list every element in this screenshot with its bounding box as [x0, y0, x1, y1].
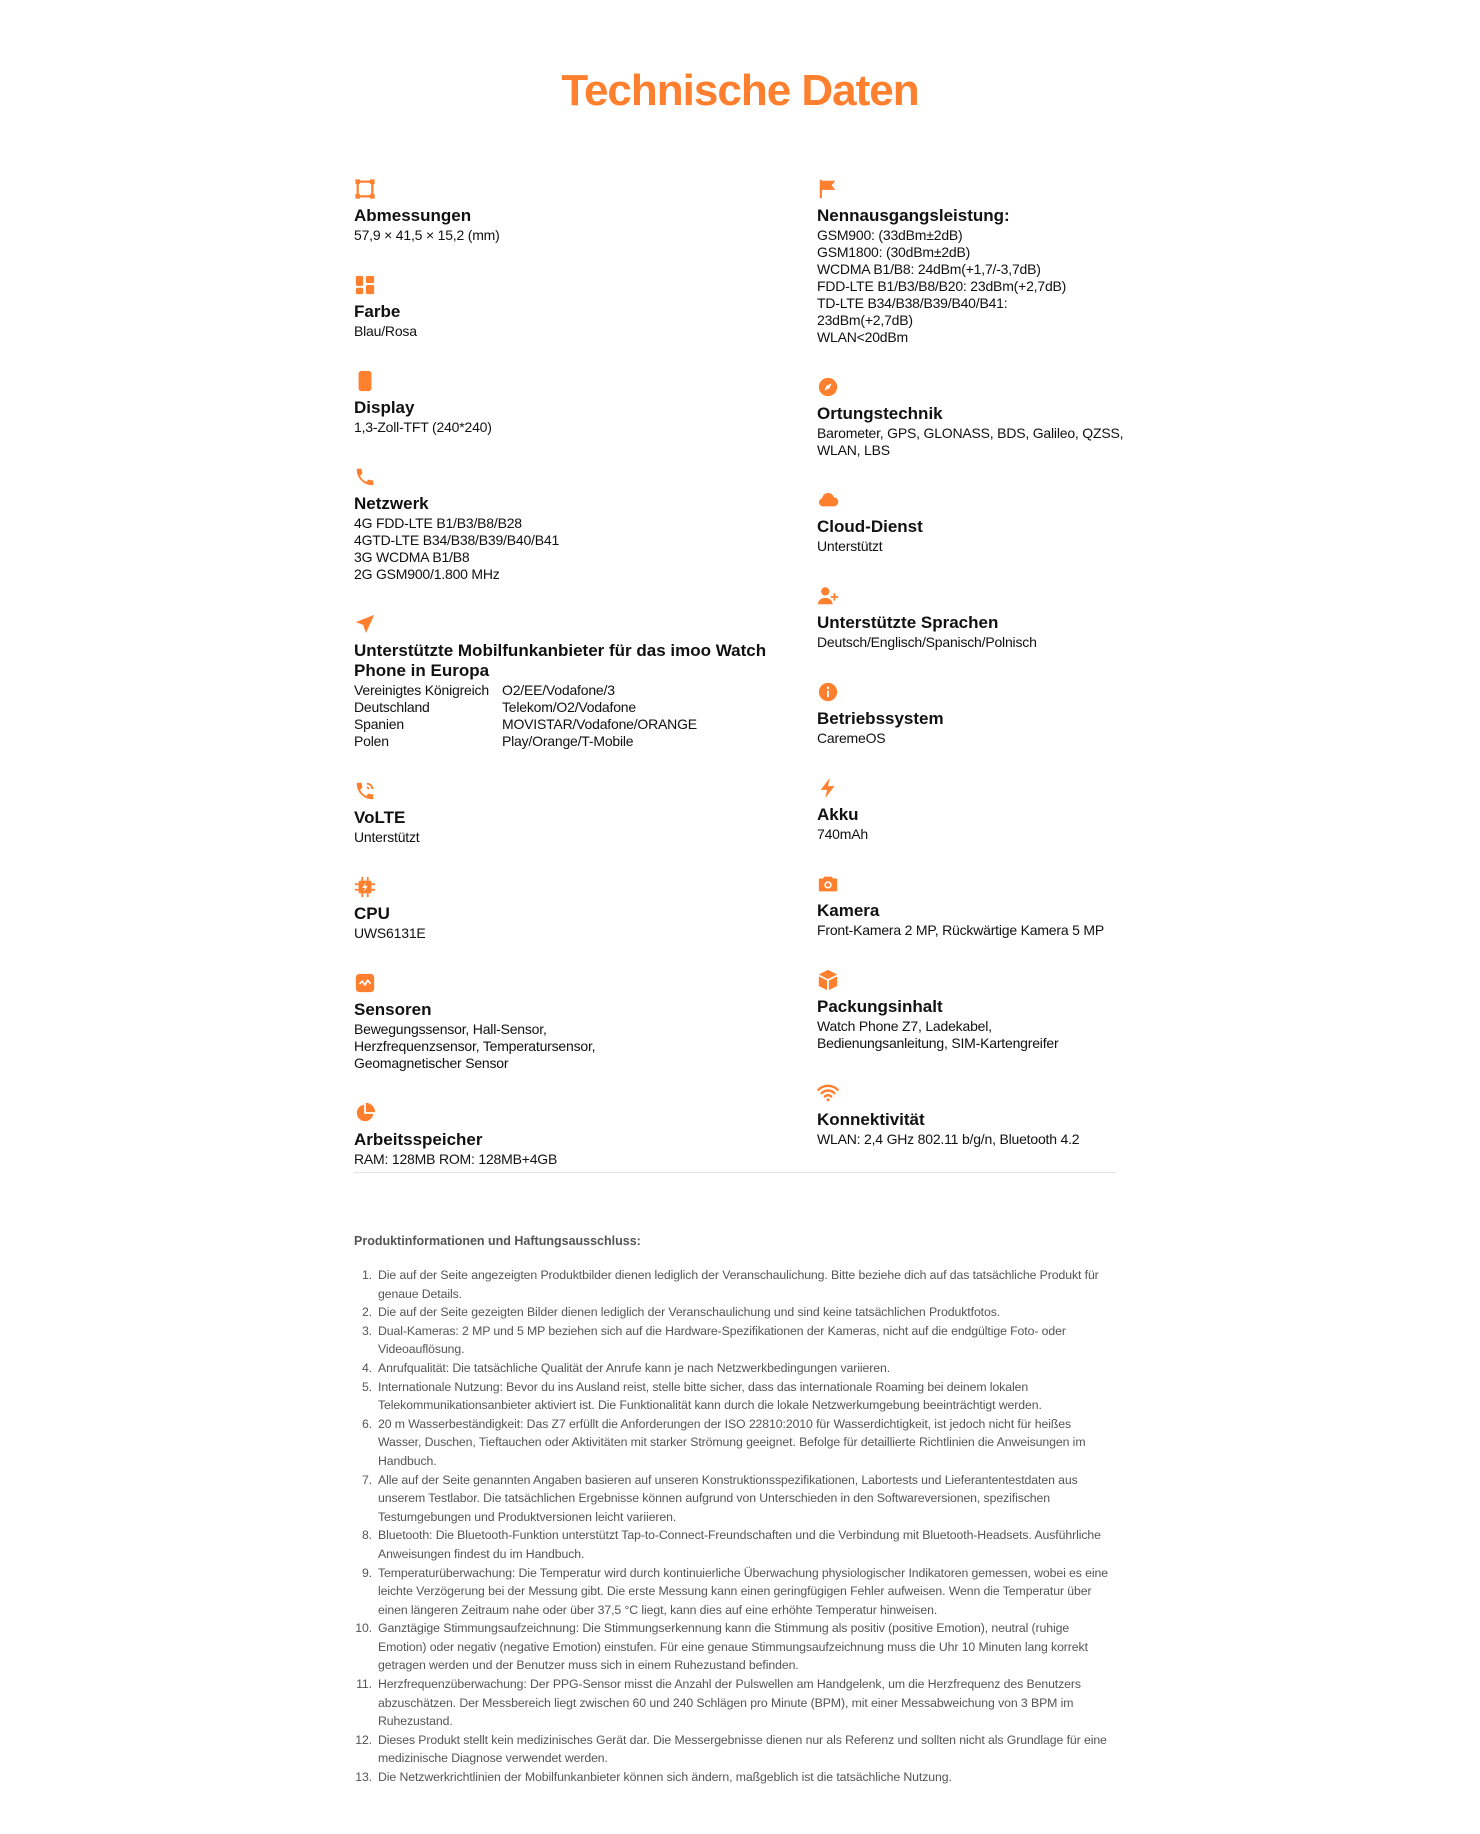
spec-phone [354, 466, 794, 583]
disclaimer-item [354, 1303, 1117, 1322]
carrier-row [354, 716, 697, 733]
spec-value: 740mAh [817, 826, 868, 842]
disclaimer-number: 5. [361, 1379, 372, 1394]
spec-value: CaremeOS [817, 730, 886, 746]
spec-title: Akku [817, 805, 859, 824]
carrier-providers: Telekom/O2/Vodafone [502, 699, 636, 715]
spec-title: Betriebssystem [817, 709, 944, 728]
spec-compass [817, 376, 1257, 459]
spec-lightning [817, 777, 1257, 843]
camera-icon [817, 873, 839, 895]
spec-display [354, 370, 794, 436]
disclaimer-number: 1. [361, 1268, 372, 1282]
spec-title: Unterstützte Mobilfunkanbieter für das imoo Watch Phone in Europa [354, 641, 767, 680]
disclaimer-item [354, 1564, 1117, 1620]
disclaimer-text: Alle auf der Seite genannten Angaben basieren auf unseren Konstruktionsspezifikationen, Labortests und Lieferantentestdaten aus unserem Testlabor. Die tatsächlichen Ergebnisse können aufgrund von Unterschieden in den Softwareversionen, spezifischen Testumgebungen und Produktversionen leicht variieren. [378, 1472, 1078, 1524]
disclaimer-section [354, 1234, 1117, 1787]
disclaimer-text: Bluetooth: Die Bluetooth-Funktion unterstützt Tap-to-Connect-Freundschaften und die Verbindung mit Bluetooth-Headsets. Ausführliche Anweisungen findest du im Handbuch. [378, 1528, 1101, 1561]
spec-value: Deutsch/Englisch/Spanisch/Polnisch [817, 634, 1037, 650]
spec-value: Blau/Rosa [354, 323, 417, 339]
disclaimer-number: 10. [355, 1621, 372, 1636]
disclaimer-text: Die Netzwerkrichtlinien der Mobilfunkanbieter können sich ändern, maßgeblich ist die tatsächliche Nutzung. [378, 1770, 952, 1785]
spec-title: Konnektivität [817, 1110, 925, 1129]
spec-value: UWS6131E [354, 925, 426, 941]
disclaimer-text: Die auf der Seite angezeigten Produktbilder dienen lediglich der Veranschaulichung. Bitte beziehe dich auf das tatsächliche Produkt für genaue Details. [378, 1268, 1099, 1301]
spec-value: Watch Phone Z7, Ladekabel, [817, 1018, 992, 1034]
phone-icon [354, 466, 376, 488]
spec-title: Arbeitsspeicher [354, 1130, 483, 1149]
carrier-country: Polen [354, 733, 389, 749]
carrier-providers: MOVISTAR/Vodafone/ORANGE [502, 716, 697, 732]
spec-value: Unterstützt [817, 538, 883, 554]
carrier-row [354, 699, 697, 716]
spec-value: GSM1800: (30dBm±2dB) [817, 244, 971, 260]
disclaimer-item [354, 1731, 1117, 1768]
disclaimer-item [354, 1266, 1117, 1303]
spec-value: 4GTD-LTE B34/B38/B39/B40/B41 [354, 532, 560, 548]
disclaimer-item [354, 1471, 1117, 1527]
spec-camera [817, 873, 1257, 939]
box-icon [817, 969, 839, 991]
flag-icon [817, 178, 839, 200]
disclaimer-text: Dual-Kameras: 2 MP und 5 MP beziehen sich auf die Hardware-Spezifikationen der Kameras, nicht auf die endgültige Foto- oder Videoauflösung. [378, 1323, 1066, 1357]
disclaimer-item [354, 1378, 1117, 1415]
disclaimer-number: 11. [356, 1677, 372, 1692]
disclaimer-number: 4. [361, 1360, 372, 1375]
dimensions-icon [354, 178, 376, 200]
disclaimer-item [354, 1526, 1117, 1563]
spec-value: 57,9 × 41,5 × 15,2 (mm) [354, 227, 500, 243]
spec-sensor [354, 972, 794, 1072]
carrier-row [354, 682, 697, 699]
spec-title: Kamera [817, 901, 880, 920]
spec-value: 1,3-Zoll-TFT (240*240) [354, 419, 492, 435]
user-add-icon [817, 585, 839, 607]
spec-wifi [817, 1082, 1257, 1148]
spec-value: TD-LTE B34/B38/B39/B40/B41: [817, 295, 1008, 311]
disclaimer-number: 6. [361, 1416, 372, 1431]
disclaimer-number: 3. [361, 1323, 372, 1338]
disclaimer-text: Ganztägige Stimmungsaufzeichnung: Die Stimmungserkennung kann die Stimmung als positiv (positive Emotion), neutral (ruhige Emotion) oder negativ (negative Emotion) einstufen. Für eine genaue Stimmungsaufzeichnung muss die Uhr 10 Minuten lang korrekt getragen werden und der Benutzer muss sich in einem Ruhezustand befinden. [378, 1621, 1088, 1673]
spec-title: Sensoren [354, 1000, 432, 1019]
spec-value: WLAN<20dBm [817, 329, 908, 345]
disclaimer-number: 9. [361, 1565, 372, 1580]
spec-value: Geomagnetischer Sensor [354, 1055, 509, 1071]
page-title: Technische Daten [561, 66, 919, 115]
spec-title: Netzwerk [354, 494, 429, 513]
pie-chart-icon [354, 1102, 376, 1124]
spec-value: WCDMA B1/B8: 24dBm(+1,7/-3,7dB) [817, 261, 1041, 277]
spec-color-palette [354, 274, 794, 340]
carrier-country: Spanien [354, 716, 404, 732]
disclaimer-text: Dieses Produkt stellt kein medizinisches Gerät dar. Die Messergebnisse dienen nur als Referenz und sollten nicht als Grundlage für eine medizinische Diagnose verwendet werden. [378, 1732, 1107, 1766]
carrier-table [354, 682, 697, 750]
specs-right-column [817, 178, 1257, 1178]
disclaimer-title: Produktinformationen und Haftungsausschluss: [354, 1234, 641, 1248]
disclaimer-number: 2. [361, 1305, 372, 1320]
disclaimer-item [354, 1768, 1117, 1787]
phone-call-icon [354, 780, 376, 802]
disclaimer-text: Herzfrequenzüberwachung: Der PPG-Sensor misst die Anzahl der Pulswellen am Handgelenk, um die Herzfrequenz des Benutzers abzuschätzen. Der Messbereich liegt zwischen 60 und 240 Schlägen pro Minute (BPM), mit einer Messabweichung von 3 BPM im Ruhezustand. [378, 1677, 1081, 1729]
sensor-icon [354, 972, 376, 994]
disclaimer-item [354, 1675, 1117, 1731]
spec-cloud [817, 489, 1257, 555]
spec-value: 2G GSM900/1.800 MHz [354, 566, 500, 582]
spec-value: Bewegungssensor, Hall-Sensor, [354, 1021, 547, 1037]
disclaimer-item [354, 1619, 1117, 1675]
lightning-icon [817, 777, 839, 799]
spec-title: Nennausgangsleistung: [817, 206, 1010, 225]
spec-flag [817, 178, 1257, 346]
spec-value: Herzfrequenzsensor, Temperatursensor, [354, 1038, 596, 1054]
disclaimer-text: Anrufqualität: Die tatsächliche Qualität der Anrufe kann je nach Netzwerkbedingungen variieren. [378, 1360, 891, 1375]
disclaimer-item [354, 1322, 1117, 1359]
info-icon [817, 681, 839, 703]
spec-title: Farbe [354, 302, 401, 321]
spec-pie-chart [354, 1102, 794, 1168]
spec-value: 4G FDD-LTE B1/B3/B8/B28 [354, 515, 522, 531]
specs-left-column [354, 178, 794, 1198]
disclaimer-list [354, 1266, 1117, 1787]
spec-value: GSM900: (33dBm±2dB) [817, 227, 963, 243]
disclaimer-number: 7. [361, 1472, 372, 1487]
spec-value: Barometer, GPS, GLONASS, BDS, Galileo, QZSS, [817, 425, 1124, 441]
display-icon [354, 370, 376, 392]
carrier-country: Vereinigtes Königreich [354, 682, 489, 698]
cloud-icon [817, 489, 839, 511]
spec-value: WLAN: 2,4 GHz 802.11 b/g/n, Bluetooth 4.2 [817, 1131, 1080, 1147]
cpu-icon [354, 876, 376, 898]
spec-value: Front-Kamera 2 MP, Rückwärtige Kamera 5 MP [817, 922, 1105, 938]
disclaimer-text: 20 m Wasserbeständigkeit: Das Z7 erfüllt die Anforderungen der ISO 22810:2010 für Wasserdichtigkeit, ist jedoch nicht für heißes Wasser, Duschen, Tieftauchen oder Aktivitäten mit starker Strömung geeignet. Befolge für detaillierte Richtlinien die Anweisungen im Handbuch. [378, 1416, 1086, 1468]
spec-title: VoLTE [354, 808, 406, 827]
disclaimer-number: 13. [355, 1770, 372, 1785]
spec-value: Unterstützt [354, 829, 420, 845]
disclaimer-text: Temperaturüberwachung: Die Temperatur wird durch kontinuierliche Überwachung physiologischer Indikatoren gemessen, wobei es eine leichte Verzögerung bei der Messung gibt. Die erste Messung kann einen geringfügigen Fehler aufweisen. Wenn die Temperatur über einen längeren Zeitraum nahe oder über 37,5 °C liegt, kann dies auf eine erhöhte Temperatur hinweisen. [378, 1565, 1108, 1617]
send-icon [354, 613, 376, 635]
spec-value: WLAN, LBS [817, 442, 890, 458]
disclaimer-text: Internationale Nutzung: Bevor du ins Ausland reist, stelle bitte sicher, dass das internationale Roaming bei deinem lokalen Telekommunikationsanbieter aktiviert ist. Die Funktionalität kann durch die lokale Netzwerkumgebung beeinträchtigt werden. [378, 1379, 1042, 1413]
spec-title: Packungsinhalt [817, 997, 943, 1016]
spec-value: FDD-LTE B1/B3/B8/B20: 23dBm(+2,7dB) [817, 278, 1067, 294]
spec-title: Display [354, 398, 415, 417]
spec-value: Bedienungsanleitung, SIM-Kartengreifer [817, 1035, 1059, 1051]
wifi-icon [817, 1082, 839, 1104]
spec-phone-call [354, 780, 794, 846]
spec-dimensions [354, 178, 794, 244]
carrier-row [354, 733, 697, 750]
compass-icon [817, 376, 839, 398]
color-palette-icon [354, 274, 376, 296]
disclaimer-text: Die auf der Seite gezeigten Bilder dienen lediglich der Veranschaulichung und sind keine tatsächlichen Produktfotos. [378, 1305, 1001, 1320]
disclaimer-item [354, 1415, 1117, 1471]
spec-title: Cloud-Dienst [817, 517, 923, 536]
spec-title: CPU [354, 904, 390, 923]
carrier-providers: Play/Orange/T-Mobile [502, 733, 634, 749]
spec-title: Ortungstechnik [817, 404, 943, 423]
spec-title: Unterstützte Sprachen [817, 613, 999, 632]
carrier-country: Deutschland [354, 699, 430, 715]
spec-send [354, 613, 794, 750]
disclaimer-number: 8. [361, 1528, 372, 1543]
spec-info [817, 681, 1257, 747]
disclaimer-number: 12. [355, 1732, 372, 1747]
spec-title: Abmessungen [354, 206, 472, 225]
spec-value: 3G WCDMA B1/B8 [354, 549, 470, 565]
spec-value: RAM: 128MB ROM: 128MB+4GB [354, 1151, 558, 1167]
spec-value: 23dBm(+2,7dB) [817, 312, 913, 328]
spec-user-add [817, 585, 1257, 651]
section-divider [354, 1172, 1117, 1173]
spec-cpu [354, 876, 794, 942]
carrier-providers: O2/EE/Vodafone/3 [502, 682, 615, 698]
disclaimer-item [354, 1359, 1117, 1378]
spec-box [817, 969, 1257, 1052]
